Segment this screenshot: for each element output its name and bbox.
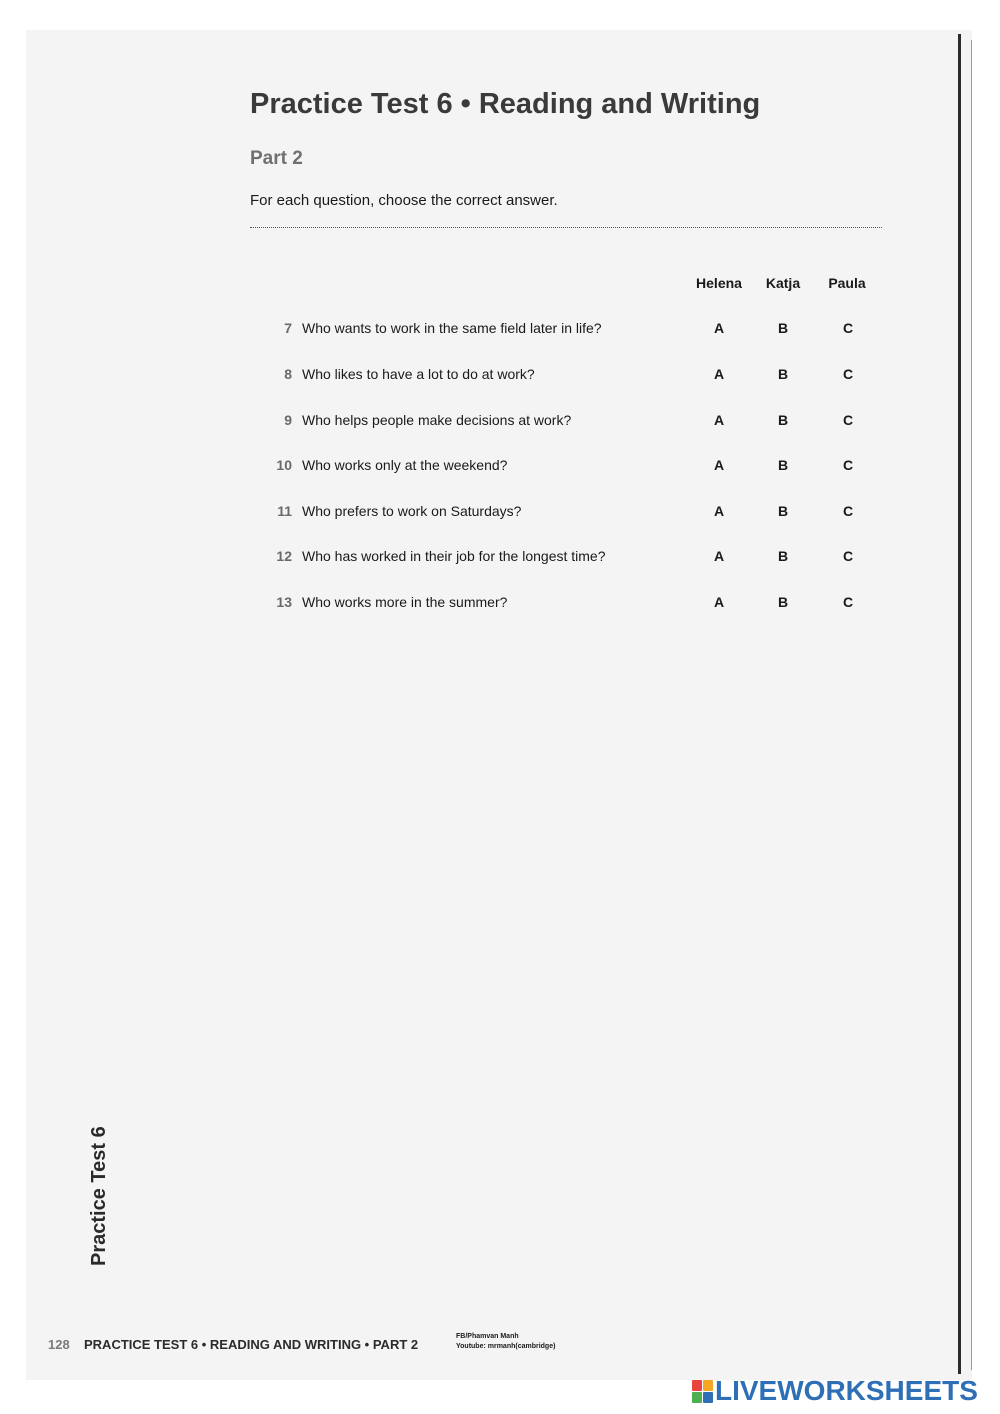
question-row: [0, 548, 1000, 570]
option-a-helena[interactable]: A: [713, 457, 725, 473]
question-text: Who wants to work in the same field later in life?: [302, 320, 602, 336]
option-c-paula[interactable]: C: [842, 366, 854, 382]
option-b-katja[interactable]: B: [777, 548, 789, 564]
question-row: [0, 412, 1000, 434]
question-number: 10: [276, 457, 292, 473]
instruction-text: For each question, choose the correct answer.: [250, 192, 558, 209]
badge-square: [703, 1392, 713, 1403]
option-c-paula[interactable]: C: [842, 412, 854, 428]
page-edge-shadow: [958, 34, 961, 1374]
question-number: 13: [276, 594, 292, 610]
option-c-paula[interactable]: C: [842, 548, 854, 564]
option-a-helena[interactable]: A: [713, 320, 725, 336]
option-b-katja[interactable]: B: [777, 412, 789, 428]
page-title: Practice Test 6 • Reading and Writing: [250, 88, 761, 120]
option-c-paula[interactable]: C: [842, 457, 854, 473]
footer-page-number: 128: [48, 1337, 70, 1352]
question-row: [0, 457, 1000, 479]
option-c-paula[interactable]: C: [842, 320, 854, 336]
option-a-helena[interactable]: A: [713, 548, 725, 564]
option-b-katja[interactable]: B: [777, 366, 789, 382]
option-a-helena[interactable]: A: [713, 412, 725, 428]
question-text: Who works more in the summer?: [302, 594, 508, 610]
question-text: Who likes to have a lot to do at work?: [302, 366, 535, 382]
option-a-helena[interactable]: A: [713, 503, 725, 519]
badge-square: [703, 1380, 713, 1391]
question-row: [0, 366, 1000, 388]
column-header-katja: Katja: [765, 275, 801, 291]
option-a-helena[interactable]: A: [713, 366, 725, 382]
badge-square: [692, 1392, 702, 1403]
question-number: 9: [284, 412, 292, 428]
question-row: [0, 594, 1000, 616]
side-section-label: Practice Test 6: [88, 1126, 110, 1266]
question-number: 11: [277, 503, 292, 519]
badge-square: [692, 1380, 702, 1391]
option-b-katja[interactable]: B: [777, 594, 789, 610]
question-number: 8: [284, 366, 292, 382]
scanned-page: [26, 30, 972, 1380]
page-edge-line: [971, 40, 972, 1370]
liveworksheets-wordmark: LIVEWORKSHEETS: [715, 1375, 978, 1406]
liveworksheets-badge-icon: [692, 1380, 712, 1402]
column-header-paula: Paula: [828, 275, 866, 291]
column-header-helena: Helena: [696, 275, 742, 291]
question-number: 12: [276, 548, 292, 564]
question-number: 7: [284, 320, 292, 336]
question-text: Who helps people make decisions at work?: [302, 412, 572, 428]
footer-running-title: PRACTICE TEST 6 • READING AND WRITING • PART 2: [84, 1337, 419, 1352]
question-text: Who works only at the weekend?: [302, 457, 508, 473]
option-b-katja[interactable]: B: [777, 457, 789, 473]
option-a-helena[interactable]: A: [713, 594, 725, 610]
option-c-paula[interactable]: C: [842, 503, 854, 519]
credit-youtube: Youtube: mrmanh(cambridge): [456, 1343, 556, 1350]
part-heading: Part 2: [250, 148, 303, 169]
liveworksheets-logo[interactable]: [692, 1375, 978, 1407]
divider-line: [250, 227, 882, 228]
option-b-katja[interactable]: B: [777, 320, 789, 336]
question-row: [0, 320, 1000, 342]
question-row: [0, 503, 1000, 525]
question-text: Who has worked in their job for the longest time?: [302, 548, 606, 564]
option-b-katja[interactable]: B: [777, 503, 789, 519]
question-text: Who prefers to work on Saturdays?: [302, 503, 522, 519]
credit-facebook: FB/Phamvan Manh: [456, 1333, 519, 1340]
option-c-paula[interactable]: C: [842, 594, 854, 610]
